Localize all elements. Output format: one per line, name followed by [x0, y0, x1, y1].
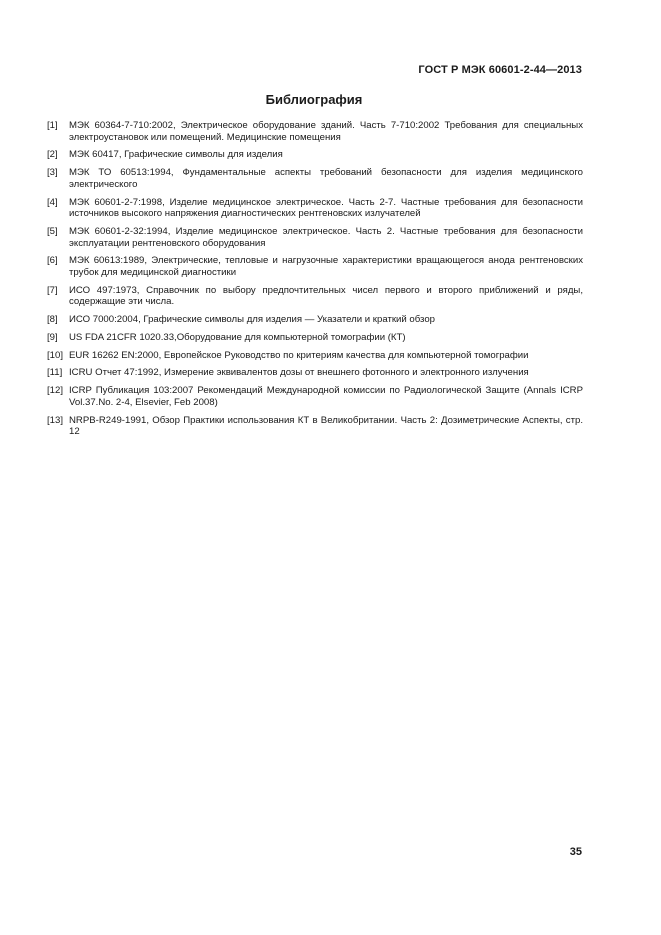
entry-number: [13] [47, 414, 64, 426]
entry-text: NRPB-R249-1991, Обзор Практики использования КТ в Великобритании. Часть 2: Дозиметрические Аспекты, стр. 12 [69, 414, 583, 438]
entry-text: US FDA 21CFR 1020.33,Оборудование для компьютерной томографии (КТ) [69, 331, 406, 343]
bibliography-entry [47, 255, 583, 278]
bibliography-entry [47, 367, 583, 379]
entry-number: [9] [47, 331, 58, 343]
entry-text: ИСО 7000:2004, Графические символы для изделия — Указатели и краткий обзор [69, 314, 435, 326]
entry-number: [6] [47, 255, 58, 267]
bibliography-entry [47, 226, 583, 249]
entry-number: [8] [47, 314, 58, 326]
bibliography-entry [47, 332, 583, 344]
bibliography-entry [47, 350, 583, 362]
entry-number: [7] [47, 284, 58, 296]
page-title: Библиография [265, 92, 363, 107]
entry-number: [10] [47, 349, 64, 361]
bibliography-list [47, 120, 583, 444]
entry-text: МЭК 60601-2-7:1998, Изделие медицинское электрическое. Часть 2-7. Частные требования для безопасности источников высокого напряжения диагностических рентгеновских излучателей [69, 196, 583, 220]
bibliography-entry [47, 385, 583, 408]
bibliography-entry [47, 314, 583, 326]
entry-number: [2] [47, 149, 58, 161]
entry-number: [1] [47, 120, 58, 131]
entry-text: ICRP Публикация 103:2007 Рекомендаций Международной комиссии по Радиологической Защите (Annals ICRP Vol.37.No. 2-4, Elsevier, Feb 2008) [69, 385, 583, 408]
entry-text: МЭК ТО 60513:1994, Фундаментальные аспекты требований безопасности для изделия медицинского электрического [69, 167, 583, 190]
entry-text: МЭК 60613:1989, Электрические, тепловые и нагрузочные характеристики вращающегося анода рентгеновских трубок для медицинской диагностики [69, 255, 583, 278]
document-code: ГОСТ Р МЭК 60601-2-44—2013 [418, 64, 582, 76]
entry-text: EUR 16262 EN:2000, Европейское Руководство по критериям качества для компьютерной томографии [69, 349, 529, 361]
entry-number: [3] [47, 167, 58, 179]
page-number: 35 [569, 846, 582, 858]
bibliography-entry [47, 415, 583, 438]
bibliography-entry [47, 120, 583, 143]
entry-text: МЭК 60601-2-32:1994, Изделие медицинское электрическое. Часть 2. Частные требования для безопасности эксплуатации рентгеновского оборудования [69, 225, 583, 249]
bibliography-entry [47, 167, 583, 190]
entry-number: [5] [47, 225, 58, 237]
entry-number: [11] [47, 367, 63, 379]
entry-number: [12] [47, 385, 64, 397]
entry-text: МЭК 60364-7-710:2002, Электрическое оборудование зданий. Часть 7-710:2002 Требования для специальных электроустановок или помещений. Медицинские помещения [69, 120, 583, 143]
entry-text: ICRU Отчет 47:1992, Измерение эквивалентов дозы от внешнего фотонного и электронного излучения [69, 367, 529, 379]
entry-text: МЭК 60417, Графические символы для изделия [69, 149, 283, 161]
entry-text: ИСО 497:1973, Справочник по выбору предпочтительных чисел первого и второго приближений и ряды, содержащие эти числа. [69, 284, 583, 308]
bibliography-entry [47, 285, 583, 308]
bibliography-entry [47, 197, 583, 220]
bibliography-entry [47, 149, 583, 161]
entry-number: [4] [47, 196, 58, 208]
